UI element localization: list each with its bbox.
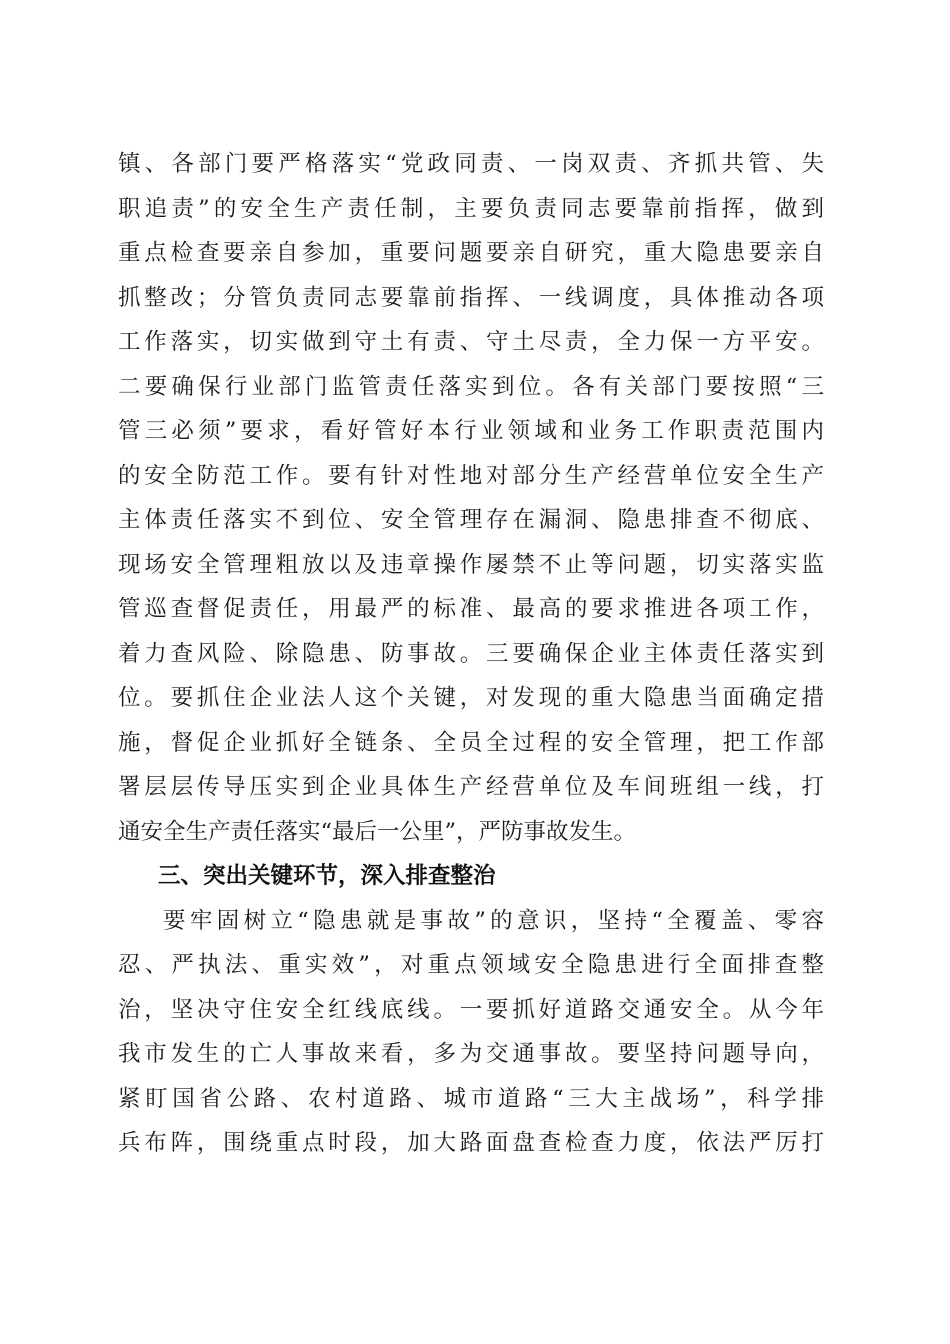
text-line: 位。要抓住企业法人这个关键，对发现的重大隐患当面确定措 (118, 685, 824, 711)
text-line: 抓整改；分管负责同志要靠前指挥、一线调度，具体推动各项 (118, 284, 824, 311)
text-line: 职追责”的安全生产责任制，主要负责同志要靠前指挥，做到 (118, 195, 824, 222)
text-line: 管三必须”要求，看好管好本行业领域和业务工作职责范围内 (118, 418, 824, 444)
text-line: 着力查风险、除隐患、防事故。三要确保企业主体责任落实到 (118, 640, 824, 667)
text-line: 现场安全管理粗放以及违章操作屡禁不止等问题，切实落实监 (118, 551, 824, 578)
text-line: 工作落实，切实做到守土有责、守土尽责，全力保一方平安。 (118, 329, 824, 355)
section-heading: 三、突出关键环节，深入排查整治 (158, 863, 496, 889)
text-line: 署层层传导压实到企业具体生产经营单位及车间班组一线，打 (118, 774, 824, 800)
text-line: 施，督促企业抓好全链条、全员全过程的安全管理，把工作部 (118, 729, 824, 756)
text-line: 通安全生产责任落实“最后一公里”，严防事故发生。 (118, 818, 637, 845)
text-line: 重点检查要亲自参加，重要问题要亲自研究，重大隐患要亲自 (118, 240, 824, 266)
text-line: 主体责任落实不到位、安全管理存在漏洞、隐患排查不彻底、 (118, 507, 824, 533)
text-line: 镇、各部门要严格落实“党政同责、一岗双责、齐抓共管、失 (118, 151, 824, 177)
text-line: 忍、严执法、重实效”，对重点领域安全隐患进行全面排查整 (118, 952, 824, 978)
text-line: 管巡查督促责任，用最严的标准、最高的要求推进各项工作， (118, 596, 824, 622)
text-line: 的安全防范工作。要有针对性地对部分生产经营单位安全生产 (118, 462, 824, 489)
text-line: 兵布阵，围绕重点时段，加大路面盘查检查力度，依法严厉打 (118, 1130, 824, 1156)
text-line: 要牢固树立“隐患就是事故”的意识，坚持“全覆盖、零容 (163, 907, 824, 934)
text-line: 紧盯国省公路、农村道路、城市道路“三大主战场”，科学排 (118, 1085, 824, 1112)
text-line: 治，坚决守住安全红线底线。一要抓好道路交通安全。从今年 (118, 996, 824, 1023)
text-line: 二要确保行业部门监管责任落实到位。各有关部门要按照“三 (118, 373, 824, 400)
text-line: 我市发生的亡人事故来看，多为交通事故。要坚持问题导向， (118, 1041, 824, 1067)
body-text (118, 142, 824, 1166)
